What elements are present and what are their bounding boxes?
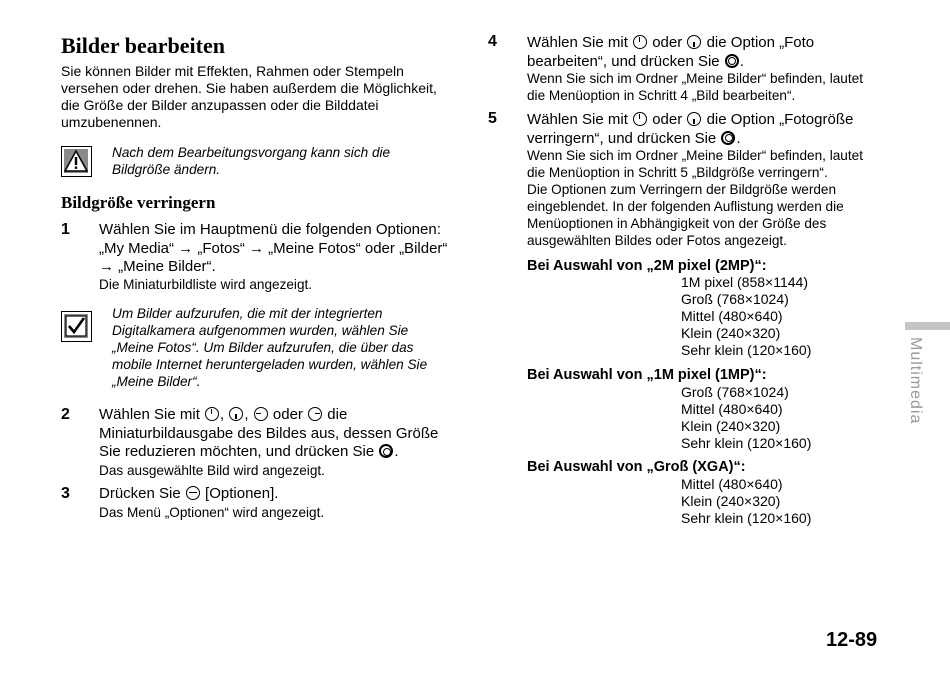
nav-up-key-icon (633, 112, 647, 126)
note-line: mobile Internet heruntergeladen wurden, wählen Sie (112, 357, 428, 372)
list-item: 1M pixel (858×1144) (681, 274, 808, 290)
subtext-line: Wenn Sie sich im Ordner „Meine Bilder“ befinden, lautet (527, 148, 863, 163)
text-span: die Option „Fotogröße (706, 111, 854, 128)
group-heading: Bei Auswahl von „Groß (XGA)“: (527, 459, 746, 475)
nav-up-key-icon (205, 407, 219, 421)
note-line: „Meine Fotos“. Um Bilder aufzurufen, die über das (112, 340, 414, 355)
step-5-subtext (527, 147, 863, 249)
step-number: 2 (61, 406, 70, 423)
text-span: [Optionen]. (205, 485, 279, 502)
section-subtitle: Bildgröße verringern (61, 193, 216, 212)
nav-right-key-icon (308, 407, 322, 421)
text-span: die (327, 406, 348, 423)
center-key-icon (379, 444, 393, 458)
center-key-icon (725, 54, 739, 68)
list-item: Klein (240×320) (681, 493, 781, 509)
list-item: Sehr klein (120×160) (681, 435, 812, 451)
option-list (681, 384, 811, 452)
page-number: 12-89 (826, 629, 878, 651)
step-2-subtext: Das ausgewählte Bild wird angezeigt. (99, 463, 325, 478)
list-item: Mittel (480×640) (681, 476, 783, 492)
list-item: Sehr klein (120×160) (681, 510, 812, 526)
list-item: Mittel (480×640) (681, 308, 783, 324)
note-line: Nach dem Bearbeitungsvorgang kann sich die (112, 145, 391, 160)
warning-icon (61, 146, 92, 177)
intro-line: Sie können Bilder mit Effekten, Rahmen oder Stempeln (61, 63, 404, 79)
step-line: Wählen Sie im Hauptmenü die folgenden Optionen: (99, 221, 441, 238)
nav-left-key-icon (254, 407, 268, 421)
step-line (527, 111, 853, 130)
step-line: „My Media“ → „Fotos“ → „Meine Fotos“ oder „Bilder“ (99, 239, 448, 257)
subtext-line: die Menüoption in Schritt 4 „Bild bearbeiten“. (527, 88, 796, 103)
soft-key-icon (186, 486, 200, 500)
intro-line: die Größe der Bilder anzupassen oder die Bilddatei (61, 97, 379, 113)
step-line: → „Meine Bilder“. (99, 258, 216, 275)
nav-down-key-icon (229, 407, 243, 421)
checkmark-icon (61, 311, 92, 342)
step-line (99, 406, 438, 425)
text-span: , (244, 406, 249, 423)
subtext-line: Menüoptionen in Abhängigkeit von der Größe des (527, 216, 827, 231)
text-span: Wählen Sie mit (527, 34, 628, 51)
subtext-line: Wenn Sie sich im Ordner „Meine Bilder“ befinden, lautet (527, 71, 863, 86)
text-span: verringern“, und drücken Sie (527, 129, 717, 147)
step-line (99, 443, 438, 462)
nav-up-key-icon (633, 35, 647, 49)
subtext-line: ausgewählten Bildes oder Fotos angezeigt. (527, 233, 787, 248)
text-span: oder (652, 34, 683, 51)
warning-note (112, 144, 390, 178)
text-span: . (739, 52, 744, 70)
list-item: Klein (240×320) (681, 325, 781, 341)
center-key-icon (721, 131, 735, 145)
page-title: Bilder bearbeiten (61, 33, 225, 58)
nav-down-key-icon (687, 35, 701, 49)
list-item: Sehr klein (120×160) (681, 342, 812, 358)
text-span: . (736, 129, 741, 147)
option-list (681, 476, 811, 527)
group-heading: Bei Auswahl von „2M pixel (2MP)“: (527, 258, 767, 274)
subtext-line: eingeblendet. In der folgenden Auflistung werden die (527, 199, 844, 214)
list-item: Groß (768×1024) (681, 384, 789, 400)
intro-line: umzubenennen. (61, 114, 162, 130)
note-line: Digitalkamera aufgenommen wurden, wählen Sie (112, 323, 409, 338)
step-line (527, 130, 853, 149)
note-line: Um Bilder aufzurufen, die mit der integrierten (112, 306, 383, 321)
step-2-text (99, 406, 438, 462)
step-5-text (527, 111, 853, 148)
text-span: Sie reduzieren möchten, und drücken Sie (99, 443, 375, 460)
note-line: „Meine Bilder“. (112, 374, 201, 389)
step-number: 5 (488, 110, 497, 127)
text-span: Wählen Sie mit (527, 111, 628, 128)
step-line (527, 53, 814, 72)
text-span: die Option „Foto (706, 34, 815, 51)
subtext-line: Die Optionen zum Verringern der Bildgröße werden (527, 182, 837, 197)
intro-line: versehen oder drehen. Sie haben außerdem die Möglichkeit, (61, 80, 437, 96)
text-span: Drücken Sie (99, 485, 181, 502)
option-list (681, 274, 811, 359)
text-span: bearbeiten“, und drücken Sie (527, 52, 720, 70)
text-span: , (220, 406, 225, 423)
step-line: Miniaturbildausgabe des Bildes aus, dessen Größe (99, 424, 439, 442)
step-number: 4 (488, 33, 497, 50)
step-number: 3 (61, 485, 70, 502)
side-section-label: Multimedia (907, 337, 924, 425)
list-item: Klein (240×320) (681, 418, 781, 434)
step-1-text (99, 221, 447, 277)
step-3-text (99, 485, 278, 504)
section-tab (905, 322, 950, 330)
tip-note (112, 305, 427, 390)
step-3-subtext: Das Menü „Optionen“ wird angezeigt. (99, 505, 325, 520)
step-4-text (527, 34, 814, 71)
text-span: oder (652, 111, 683, 128)
text-span: . (394, 443, 399, 460)
subtext-line: die Menüoption in Schritt 5 „Bildgröße verringern“. (527, 165, 828, 180)
nav-down-key-icon (687, 112, 701, 126)
step-1-subtext: Die Miniaturbildliste wird angezeigt. (99, 277, 313, 292)
note-line: Bildgröße ändern. (112, 162, 221, 177)
group-heading: Bei Auswahl von „1M pixel (1MP)“: (527, 367, 767, 383)
text-span: Wählen Sie mit (99, 406, 200, 423)
step-4-subtext (527, 70, 863, 104)
list-item: Groß (768×1024) (681, 291, 789, 307)
step-number: 1 (61, 221, 70, 238)
list-item: Mittel (480×640) (681, 401, 783, 417)
text-span: oder (272, 406, 303, 423)
intro-paragraph (61, 63, 481, 131)
step-line (527, 34, 814, 53)
